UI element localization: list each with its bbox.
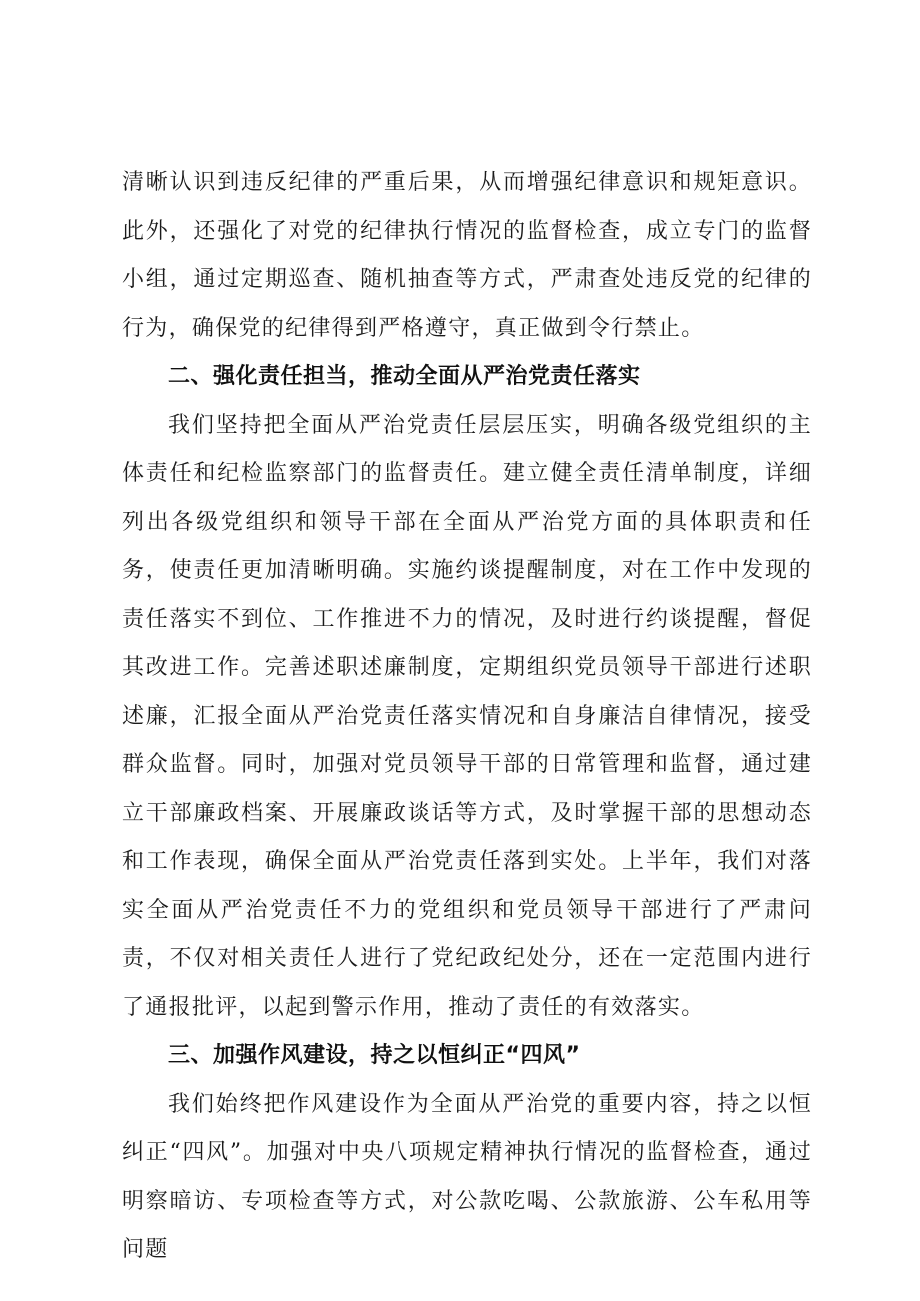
paragraph-section-2: 我们坚持把全面从严治党责任层层压实，明确各级党组织的主体责任和纪检监察部门的监督责任。建立健全责任清单制度，详细列出各级党组织和领导干部在全面从严治党方面的具体职责和任务，使责任更加清晰明确。实施约谈提醒制度，对在工作中发现的责任落实不到位、工作推进不力的情况，及时进行约谈提醒，督促其改进工作。完善述职述廉制度，定期组织党员领导干部进行述职述廉，汇报全面从严治党责任落实情况和自身廉洁自律情况，接受群众监督。同时，加强对党员领导干部的日常管理和监督，通过建立干部廉政档案、开展廉政谈话等方式，及时掌握干部的思想动态和工作表现，确保全面从严治党责任落到实处。上半年，我们对落实全面从严治党责任不力的党组织和党员领导干部进行了严肃问责，不仅对相关责任人进行了党纪政纪处分，还在一定范围内进行了通报批评，以起到警示作用，推动了责任的有效落实。	[122, 412, 812, 1020]
paragraph-continued: 清晰认识到违反纪律的严重后果，从而增强纪律意识和规矩意识。此外，还强化了对党的纪律执行情况的监督检查，成立专门的监督小组，通过定期巡查、随机抽查等方式，严肃查处违反党的纪律的行为，确保党的纪律得到严格遵守，真正做到令行禁止。	[122, 170, 812, 341]
document-body	[122, 159, 812, 1275]
section-heading-3: 三、加强作风建设，持之以恒纠正“四风”	[168, 1043, 581, 1068]
paragraph-section-3: 我们始终把作风建设作为全面从严治党的重要内容，持之以恒纠正“四风”。加强对中央八项规定精神执行情况的监督检查，通过明察暗访、专项检查等方式，对公款吃喝、公款旅游、公车私用等问题	[122, 1091, 812, 1262]
section-heading-2: 二、强化责任担当，推动全面从严治党责任落实	[168, 364, 641, 389]
